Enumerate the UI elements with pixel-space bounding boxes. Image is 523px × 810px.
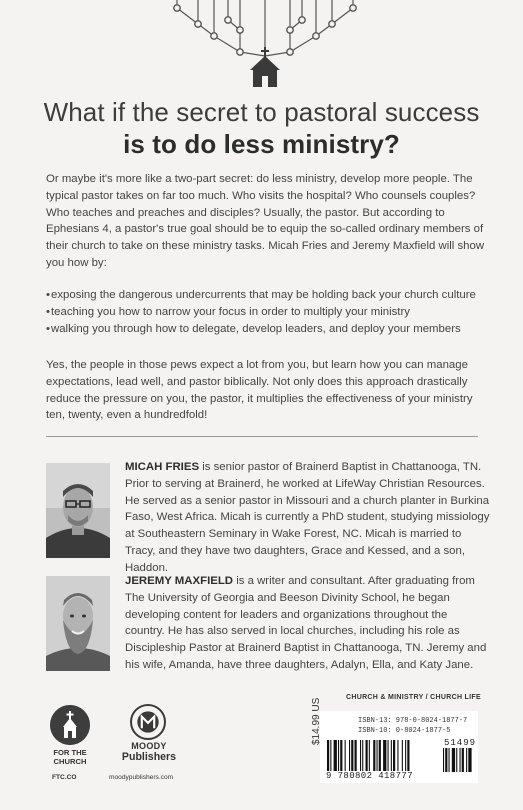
barcode-bar bbox=[460, 748, 461, 772]
moody-url: moodypublishers.com bbox=[109, 774, 174, 781]
bullet-list bbox=[46, 287, 496, 337]
barcode-bar bbox=[340, 740, 342, 772]
barcode-bar bbox=[449, 748, 450, 772]
moody-logo bbox=[130, 704, 166, 740]
author-bio-micah bbox=[125, 459, 490, 577]
barcode-bar bbox=[369, 740, 370, 772]
bullet-item: • teaching you how to narrow your focus in order to multiply your ministry bbox=[46, 304, 496, 321]
barcode-bar bbox=[391, 740, 392, 772]
price-code: 51499 bbox=[444, 738, 477, 748]
barcode-bar bbox=[452, 748, 455, 772]
ftc-name: FOR THE CHURCH bbox=[53, 748, 87, 766]
headline bbox=[0, 96, 523, 160]
author-bio-text: is a writer and consultant. After graduating from The University of Georgia and Beeson Divinity School, he began developing content for leaders and organizations throughout the country. He has also served in local churches, including his role as Discipleship Pastor at Brainerd Baptist in Chattanooga, TN. Jeremy and his wife, Amanda, have three daughters, Adalyn, Ella, and Katy Jane. bbox=[125, 575, 487, 671]
barcode-bar bbox=[379, 740, 381, 772]
barcode-bar bbox=[456, 748, 457, 772]
author-photo-micah bbox=[46, 463, 110, 558]
headline-line1: What if the secret to pastoral success bbox=[43, 97, 480, 127]
bullet-item: • exposing the dangerous undercurrents that may be holding back your church culture bbox=[46, 287, 496, 304]
closing-paragraph: Yes, the people in those pews expect a lot from you, but learn how you can manage expectations, lead well, and pastor biblically. Not only does this approach drastically reduce the pressure on you, the pastor, it multiplies the effectiveness of your ministry ten, twenty, even a hundredfold! bbox=[46, 359, 473, 422]
barcode-bar bbox=[445, 748, 447, 772]
divider bbox=[46, 436, 478, 437]
barcode-bar bbox=[443, 748, 444, 772]
price-label: $14.99 US bbox=[311, 697, 322, 745]
barcode-bar bbox=[349, 740, 350, 772]
barcode-bar bbox=[377, 740, 378, 772]
isbn13-label: ISBN-13: 978-0-8024-1877-7 bbox=[358, 717, 468, 725]
bullet-item: • walking you through how to delegate, develop leaders, and deploy your members bbox=[46, 321, 496, 338]
barcode-bar bbox=[466, 748, 467, 772]
author-bio-jeremy bbox=[125, 573, 490, 674]
isbn10-label: ISBN-10: 0-8024-1877-5 bbox=[358, 727, 451, 735]
for-the-church-logo bbox=[50, 705, 90, 745]
moody-publishers: Publishers bbox=[121, 751, 177, 763]
author-name: MICAH FRIES bbox=[125, 461, 200, 473]
barcode-bar bbox=[338, 740, 339, 772]
author-photo-jeremy bbox=[46, 576, 110, 671]
headline-line2: is to do less ministry? bbox=[123, 129, 400, 159]
barcode-bar bbox=[388, 740, 389, 772]
category-label: CHURCH & MINISTRY / CHURCH LIFE bbox=[346, 694, 481, 701]
author-bio-text: is senior pastor of Brainerd Baptist in Chattanooga, TN. Prior to serving at Brainerd, he worked at LifeWay Christian Resources. He served as a senior pastor in Missouri and a church planter in Burkina Faso, West Africa. Micah is currently a PhD student, studying missiology at Southeastern Seminary in Wake Forest, NC. Micah is married to Tracy, and they have two daughters, Grace and Kessed, and a son, Haddon. bbox=[125, 461, 490, 574]
barcode-bar bbox=[462, 748, 464, 772]
barcode-bar bbox=[397, 740, 398, 772]
barcode-number: 9 780802 418777 bbox=[326, 771, 414, 781]
barcode-bar bbox=[405, 740, 406, 772]
barcode-bar bbox=[334, 740, 337, 772]
barcode-bar bbox=[383, 740, 386, 772]
barcode-bar bbox=[330, 740, 331, 772]
author-name: JEREMY MAXFIELD bbox=[125, 575, 234, 587]
intro-paragraph: Or maybe it's more like a two-part secret: do less ministry, develop more people. The typical pastor takes on far too much. Who visits the hospital? Who counsels couples? Who teaches and preaches and disciples? Usually, the pastor. But according to Ephesians 4, a pastor's true goal should be to equip the so-called ordinary members of their church to take on these ministry tasks. Micah Fries and Jeremy Maxfield will show you how by: bbox=[46, 173, 485, 269]
barcode-bar bbox=[468, 748, 471, 772]
barcode-bar bbox=[402, 740, 403, 772]
barcode-bar bbox=[327, 740, 329, 772]
barcode-bar bbox=[345, 740, 346, 772]
barcode-bar bbox=[355, 740, 357, 772]
barcode-bar bbox=[373, 740, 375, 772]
ftc-url: FTC.CO bbox=[52, 774, 77, 781]
barcode-bar bbox=[360, 740, 361, 772]
church-icon bbox=[250, 47, 280, 87]
church-network-illustration bbox=[0, 0, 523, 95]
barcode-bar bbox=[351, 740, 353, 772]
barcode-bar bbox=[407, 740, 409, 772]
barcode-bar bbox=[366, 740, 368, 772]
barcode-bar bbox=[393, 740, 395, 772]
moody-name: MOODY bbox=[131, 741, 167, 751]
barcode-bar bbox=[362, 740, 363, 772]
